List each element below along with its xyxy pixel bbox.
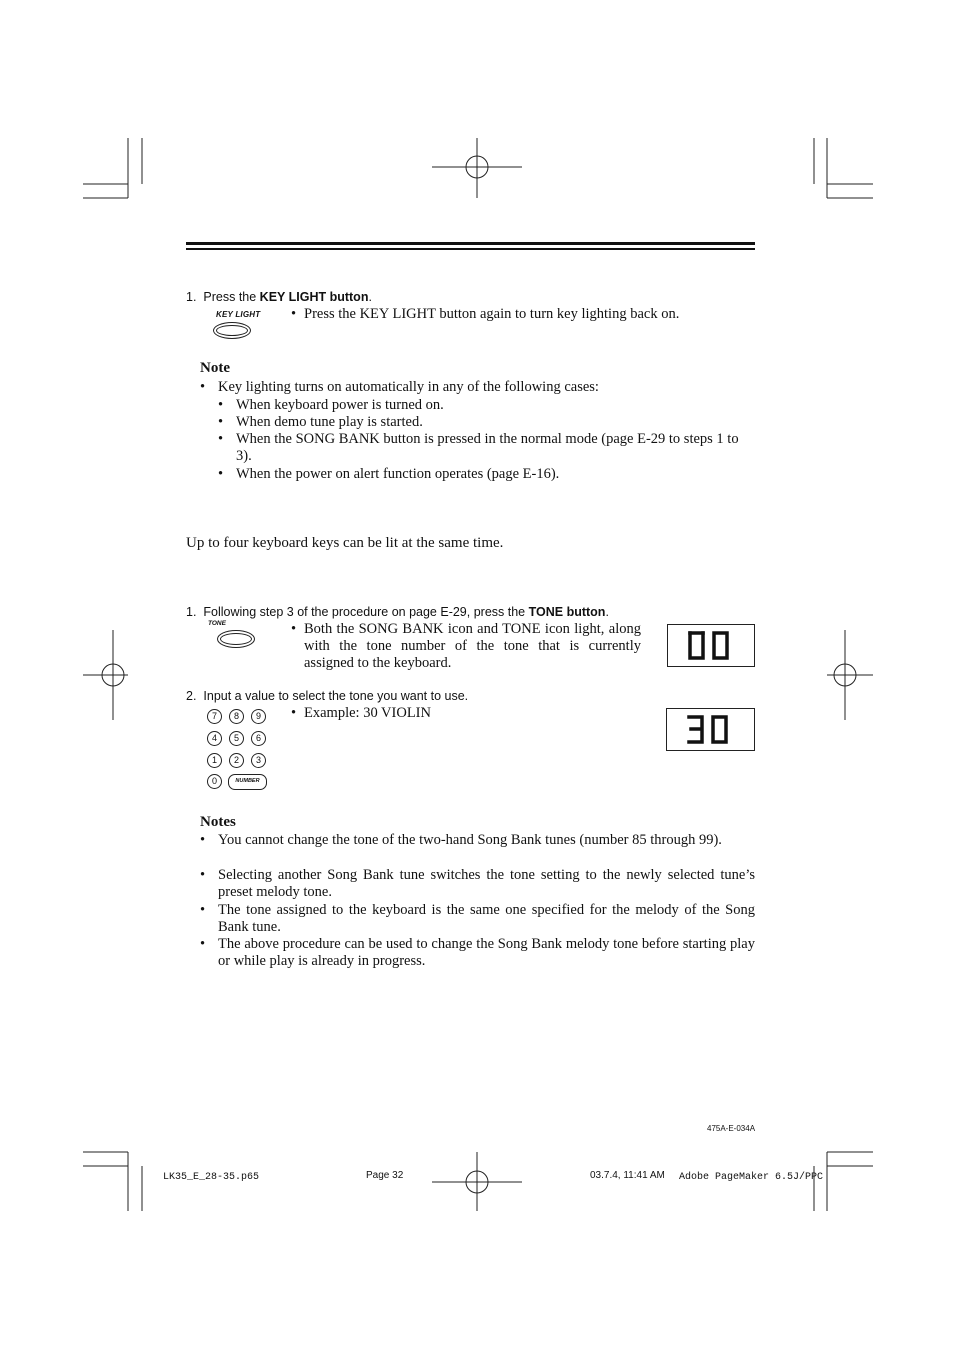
footer-application: Adobe PageMaker 6.5J/PPC: [679, 1172, 824, 1183]
step-key-light: 1. Press the KEY LIGHT button.: [186, 290, 372, 304]
note-sub-item: • When the power on alert function operates (page E-16).: [218, 466, 560, 482]
step-button-name: KEY LIGHT button: [259, 290, 369, 304]
tone-button-shape: [217, 630, 255, 648]
body-paragraph: Up to four keyboard keys can be lit at the same time.: [186, 535, 504, 551]
step-input-value: 2. Input a value to select the tone you want to use.: [186, 689, 469, 703]
key-5: 5: [229, 731, 244, 746]
key-6: 6: [251, 731, 266, 746]
note-intro: • Key lighting turns on automatically in any of the following cases:: [200, 379, 599, 395]
notes-item: • The above procedure can be used to change the Song Bank melody tone before starting play or while play is already in progress.: [200, 936, 755, 969]
lcd-digits-00: [668, 625, 754, 666]
tone-button-label: TONE: [208, 620, 226, 627]
note-sub-item: • When the SONG BANK button is pressed in the normal mode (page E-29 to steps 1 to 3).: [218, 431, 739, 464]
header-rule-thin: [186, 248, 755, 250]
document-code: 475A-E-034A: [707, 1124, 756, 1133]
footer-page: Page 32: [366, 1170, 404, 1181]
key-0: 0: [207, 774, 222, 789]
notes-heading: Notes: [200, 814, 236, 830]
step-tone-bullet: • Both the SONG BANK icon and TONE icon light, along with the tone number of the tone that is currently assigned to the keyboard.: [291, 621, 641, 671]
step-number: 1.: [186, 290, 197, 304]
key-light-button-icon: [212, 309, 268, 341]
step-button-name: TONE button: [528, 605, 606, 619]
footer-date: 03.7.4, 11:41 AM: [590, 1170, 665, 1181]
number-key: NUMBER: [228, 774, 267, 790]
notes-item: • The tone assigned to the keyboard is the same one specified for the melody of the Song Bank tune.: [200, 902, 755, 935]
key-1: 1: [207, 753, 222, 768]
key-9: 9: [251, 709, 266, 724]
footer-filename: LK35_E_28-35.p65: [163, 1172, 260, 1183]
key-light-button-shape: [213, 322, 251, 339]
lcd-digits-30: [667, 709, 754, 750]
number-keypad: [205, 708, 275, 793]
note-heading: Note: [200, 360, 230, 376]
step-input-bullet: • Example: 30 VIOLIN: [291, 705, 431, 721]
step-number: 2.: [186, 689, 197, 703]
key-light-button-label: KEY LIGHT: [216, 310, 261, 319]
note-sub-item: • When keyboard power is turned on.: [218, 397, 444, 413]
header-rule-thick: [186, 242, 755, 245]
step-key-light-bullet: • Press the KEY LIGHT button again to turn key lighting back on.: [291, 306, 680, 322]
step-tone: 1. Following step 3 of the procedure on page E-29, press the TONE button.: [186, 605, 609, 619]
key-2: 2: [229, 753, 244, 768]
key-3: 3: [251, 753, 266, 768]
notes-item: • Selecting another Song Bank tune switches the tone setting to the newly selected tune’s preset melody tone.: [200, 867, 755, 900]
tone-button-icon: [206, 620, 262, 652]
lcd-display-tone: [667, 624, 755, 667]
key-7: 7: [207, 709, 222, 724]
lcd-display-example: [666, 708, 755, 751]
note-sub-item: • When demo tune play is started.: [218, 414, 423, 430]
step-number: 1.: [186, 605, 197, 619]
key-8: 8: [229, 709, 244, 724]
notes-item: • You cannot change the tone of the two-hand Song Bank tunes (number 85 through 99).: [200, 832, 722, 848]
key-4: 4: [207, 731, 222, 746]
